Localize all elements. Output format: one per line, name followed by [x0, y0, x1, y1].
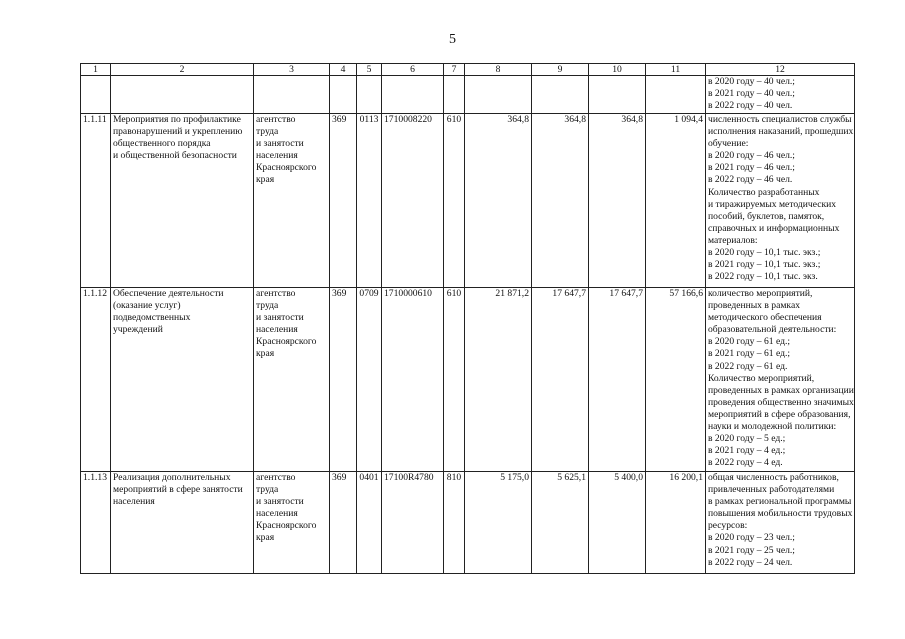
agency: агентство труда и занятости населения Красноярского края	[254, 288, 330, 472]
item-name: Мероприятия по профилактике правонарушений и укреплению общественного порядка и общественной безопасности	[111, 114, 254, 288]
column-header: 12	[706, 64, 855, 76]
indicators-cell: количество мероприятий, проведенных в рамках методического обеспечения образовательной деятельности: в 2020 году – 61 ед.; в 2021 году – 61 ед.; в 2022 году – 61 ед. Количество мероприятий, проведенных в рамках организации проведения общественно значимых мероприятий в сфере образования, науки и молодежной политики: в 2020 году – 5 ед.; в 2021 году – 4 ед.; в 2022 году – 4 ед.	[706, 288, 855, 472]
amount-2021: 5 625,1	[532, 472, 589, 574]
table-row	[81, 288, 855, 472]
column-header: 6	[382, 64, 444, 76]
grbs-code: 369	[330, 288, 357, 472]
program-table	[80, 63, 855, 574]
amount-total: 1 094,4	[646, 114, 706, 288]
column-header: 10	[589, 64, 646, 76]
csr-code: 17100R4780	[382, 472, 444, 574]
column-header: 11	[646, 64, 706, 76]
item-number: 1.1.12	[81, 288, 111, 472]
amount-2021: 364,8	[532, 114, 589, 288]
grbs-code: 369	[330, 472, 357, 574]
rzpr-code: 0113	[357, 114, 382, 288]
item-name: Реализация дополнительных мероприятий в сфере занятости населения	[111, 472, 254, 574]
page-number: 5	[449, 32, 456, 47]
item-number: 1.1.11	[81, 114, 111, 288]
amount-2020: 21 871,2	[465, 288, 532, 472]
csr-code: 1710008220	[382, 114, 444, 288]
column-header: 9	[532, 64, 589, 76]
item-name: Обеспечение деятельности (оказание услуг) подведомственных учреждений	[111, 288, 254, 472]
vr-code: 610	[444, 288, 465, 472]
column-header: 4	[330, 64, 357, 76]
vr-code: 610	[444, 114, 465, 288]
agency: агентство труда и занятости населения Красноярского края	[254, 472, 330, 574]
csr-code: 1710000610	[382, 288, 444, 472]
indicators-cell: численность специалистов службы исполнения наказаний, прошедших обучение: в 2020 году – 46 чел.; в 2021 году – 46 чел.; в 2022 году – 46 чел. Количество разработанных и тиражируемых методических пособий, буклетов, памяток, справочных и информационных материалов: в 2020 году – 10,1 тыс. экз.; в 2021 году – 10,1 тыс. экз.; в 2022 году – 10,1 тыс. экз.	[706, 114, 855, 288]
item-number: 1.1.13	[81, 472, 111, 574]
column-header: 7	[444, 64, 465, 76]
column-header: 5	[357, 64, 382, 76]
amount-2022: 364,8	[589, 114, 646, 288]
continuation-row	[81, 76, 855, 114]
amount-total: 57 166,6	[646, 288, 706, 472]
grbs-code: 369	[330, 114, 357, 288]
column-header: 2	[111, 64, 254, 76]
amount-2020: 5 175,0	[465, 472, 532, 574]
amount-total: 16 200,1	[646, 472, 706, 574]
amount-2022: 5 400,0	[589, 472, 646, 574]
column-header: 1	[81, 64, 111, 76]
column-number-row	[81, 64, 855, 76]
agency: агентство труда и занятости населения Красноярского края	[254, 114, 330, 288]
amount-2021: 17 647,7	[532, 288, 589, 472]
indicators-cell: в 2020 году – 40 чел.; в 2021 году – 40 чел.; в 2022 году – 40 чел.	[706, 76, 855, 114]
table-row	[81, 472, 855, 574]
rzpr-code: 0401	[357, 472, 382, 574]
column-header: 8	[465, 64, 532, 76]
indicators-cell: общая численность работников, привлеченных работодателями в рамках региональной программы повышения мобильности трудовых ресурсов: в 2020 году – 23 чел.; в 2021 году – 25 чел.; в 2022 году – 24 чел.	[706, 472, 855, 574]
table-row	[81, 114, 855, 288]
amount-2020: 364,8	[465, 114, 532, 288]
rzpr-code: 0709	[357, 288, 382, 472]
amount-2022: 17 647,7	[589, 288, 646, 472]
vr-code: 810	[444, 472, 465, 574]
column-header: 3	[254, 64, 330, 76]
